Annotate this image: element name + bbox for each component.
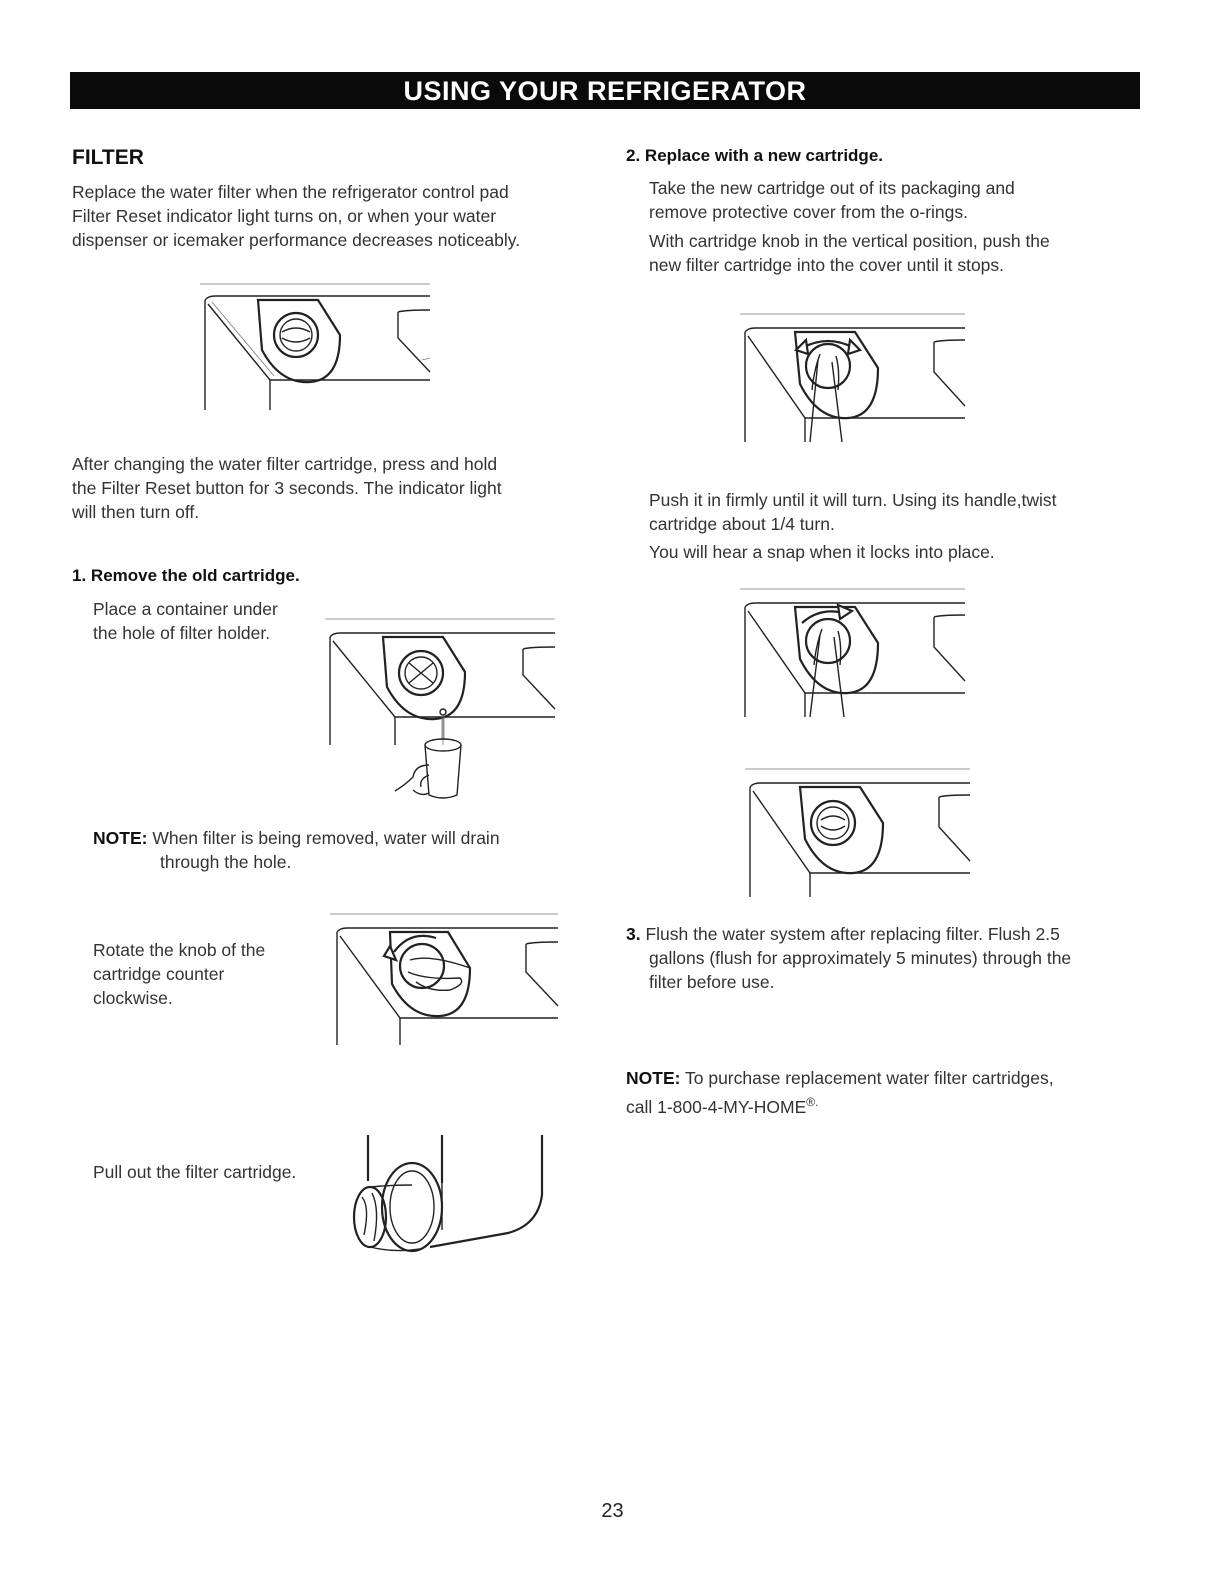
- step1-number: 1.: [72, 566, 87, 585]
- step3-number: 3.: [626, 924, 641, 944]
- step3-text: [626, 922, 1071, 994]
- text-line: With cartridge knob in the vertical position, push the: [649, 231, 1050, 251]
- step3-line-1: [626, 922, 1071, 946]
- filter-housing-illustration: [200, 280, 440, 415]
- step1-title: Remove the old cartridge.: [90, 566, 300, 585]
- installed-cartridge-illustration: [745, 765, 975, 900]
- step3-text-1: Flush the water system after replacing filter. Flush 2.5: [645, 924, 1060, 944]
- intro-paragraph: [72, 180, 520, 252]
- note-label: NOTE:: [93, 828, 148, 848]
- rotate-counterclockwise-illustration: [330, 910, 565, 1050]
- text-line: will then turn off.: [72, 502, 200, 522]
- note-drain: [93, 826, 500, 874]
- text-line: Replace the water filter when the refrigerator control pad: [72, 182, 509, 202]
- note-purchase-line-1: [626, 1066, 1054, 1090]
- step2-heading: [626, 146, 883, 166]
- text-line: clockwise.: [93, 988, 173, 1008]
- text-line: Rotate the knob of the: [93, 940, 266, 960]
- note-purchase-line-2: [626, 1090, 1054, 1119]
- twist-cartridge-illustration: [740, 585, 970, 720]
- page-header-banner: USING YOUR REFRIGERATOR: [70, 72, 1140, 109]
- registered-mark: ®.: [806, 1095, 819, 1109]
- step2-title: Replace with a new cartridge.: [644, 146, 883, 165]
- rotate-instruction: [93, 938, 265, 1010]
- text-line: new filter cartridge into the cover until it stops.: [649, 255, 1005, 275]
- section-heading-filter: FILTER: [72, 146, 144, 169]
- step2-paragraph-1: [649, 176, 1015, 224]
- page-number: 23: [601, 1500, 624, 1522]
- note-line-2: through the hole.: [160, 852, 292, 872]
- text-line: the hole of filter holder.: [93, 623, 271, 643]
- container-under-filter-illustration: [325, 615, 565, 810]
- text-line: Take the new cartridge out of its packaging and: [649, 178, 1015, 198]
- reset-instructions: [72, 452, 502, 524]
- step2-paragraph-3: [649, 488, 1057, 536]
- step3-line-2: gallons (flush for approximately 5 minutes) through the: [649, 948, 1072, 968]
- step2-paragraph-2: [649, 229, 1050, 277]
- note-text: When filter is being removed, water will drain: [152, 828, 500, 848]
- text-line: the Filter Reset button for 3 seconds. The indicator light: [72, 478, 502, 498]
- text-line: Push it in firmly until it will turn. Using its handle,twist: [649, 490, 1057, 510]
- pull-instruction: Pull out the filter cartridge.: [93, 1162, 297, 1182]
- text-line: remove protective cover from the o-rings.: [649, 202, 969, 222]
- phone-number: call 1-800-4-MY-HOME: [626, 1096, 807, 1117]
- insert-new-cartridge-illustration: [740, 310, 970, 445]
- container-instruction: [93, 597, 278, 645]
- step2-paragraph-4: You will hear a snap when it locks into place.: [649, 542, 995, 562]
- step1-heading: [72, 566, 300, 586]
- text-line: Place a container under: [93, 599, 278, 619]
- text-line: After changing the water filter cartridge, press and hold: [72, 454, 498, 474]
- step2-number: 2.: [626, 146, 641, 165]
- note-label: NOTE:: [626, 1068, 681, 1088]
- step3-line-3: filter before use.: [649, 972, 775, 992]
- text-line: dispenser or icemaker performance decreases noticeably.: [72, 230, 521, 250]
- note-purchase: [626, 1066, 1054, 1119]
- text-line: Filter Reset indicator light turns on, or when your water: [72, 206, 497, 226]
- text-line: cartridge counter: [93, 964, 225, 984]
- note-line-1: [93, 826, 500, 850]
- pull-out-cartridge-illustration: [340, 1135, 550, 1265]
- text-line: cartridge about 1/4 turn.: [649, 514, 835, 534]
- note-purchase-text: To purchase replacement water filter cartridges,: [685, 1068, 1054, 1088]
